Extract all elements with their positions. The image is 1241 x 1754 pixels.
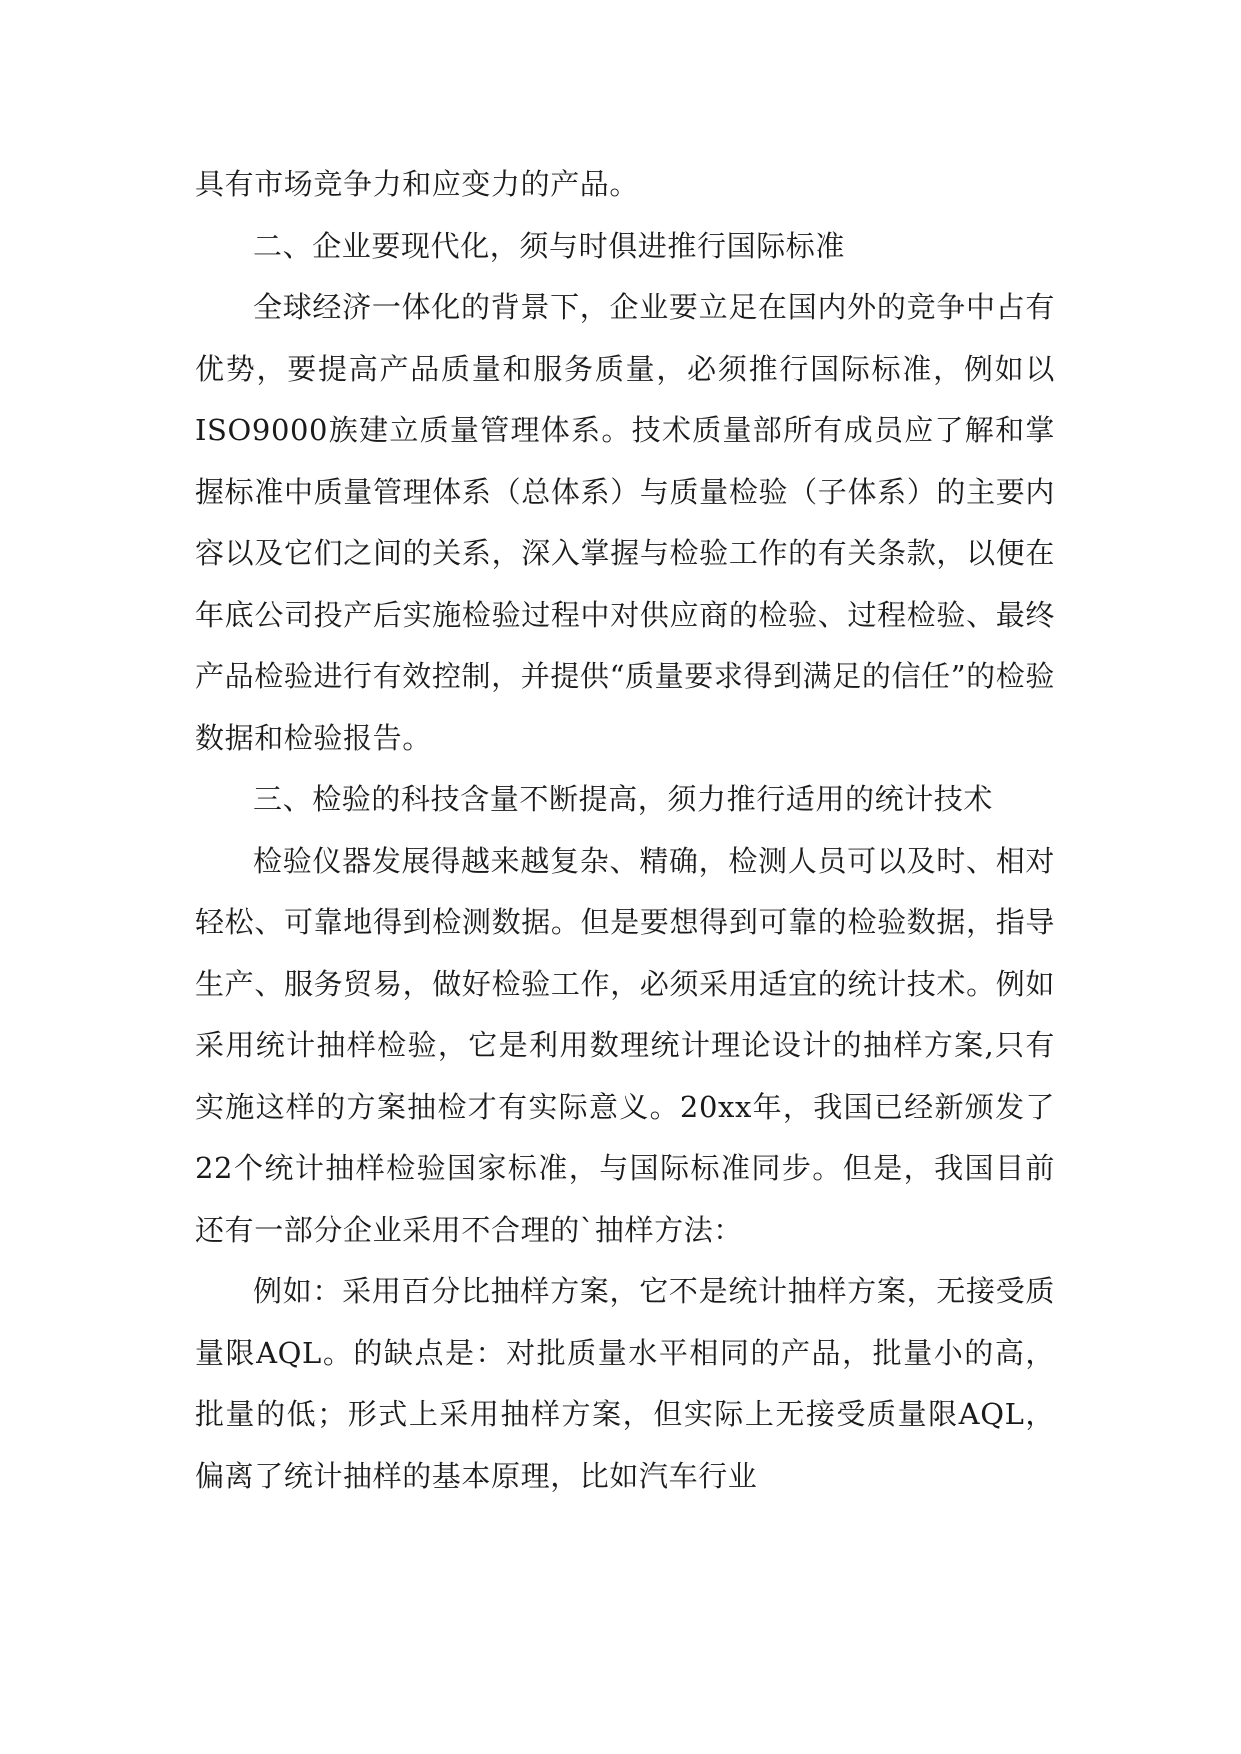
paragraph-continuation: 具有市场竞争力和应变力的产品。: [195, 167, 640, 201]
paragraph-iso-standards: 全球经济一体化的背景下，企业要立足在国内外的竞争中占有优势，要提高产品质量和服务质量，必须推行国际标准，例如以ISO9000族建立质量管理体系。技术质量部所有成员应了解和掌握标准中质量管理体系（总体系）与质量检验（子体系）的主要内容以及它们之间的关系，深入掌握与检验工作的有关条款，以便在年底公司投产后实施检验过程中对供应商的检验、过程检验、最终产品检验进行有效控制，并提供“质量要求得到满足的信任”的检验数据和检验报告。: [195, 290, 1055, 755]
document-body: [195, 154, 1055, 1507]
paragraph-statistical-techniques: 检验仪器发展得越来越复杂、精确，检测人员可以及时、相对轻松、可靠地得到检测数据。但是要想得到可靠的检验数据，指导生产、服务贸易，做好检验工作，必须采用适宜的统计技术。例如采用统计抽样检验，它是利用数理统计理论设计的抽样方案,只有实施这样的方案抽检才有实际意义。20xx年，我国已经新颁发了22个统计抽样检验国家标准，与国际标准同步。但是，我国目前还有一部分企业采用不合理的`抽样方法：: [195, 843, 1055, 1247]
section-heading-2: 二、企业要现代化，须与时俱进推行国际标准: [253, 228, 846, 263]
paragraph-percentage-sampling: 例如：采用百分比抽样方案，它不是统计抽样方案，无接受质量限AQL。的缺点是：对批质量水平相同的产品，批量小的高，批量的低；形式上采用抽样方案，但实际上无接受质量限AQL，偏离了统计抽样的基本原理，比如汽车行业: [195, 1274, 1055, 1493]
section-heading-3: 三、检验的科技含量不断提高，须力推行适用的统计技术: [253, 782, 994, 816]
